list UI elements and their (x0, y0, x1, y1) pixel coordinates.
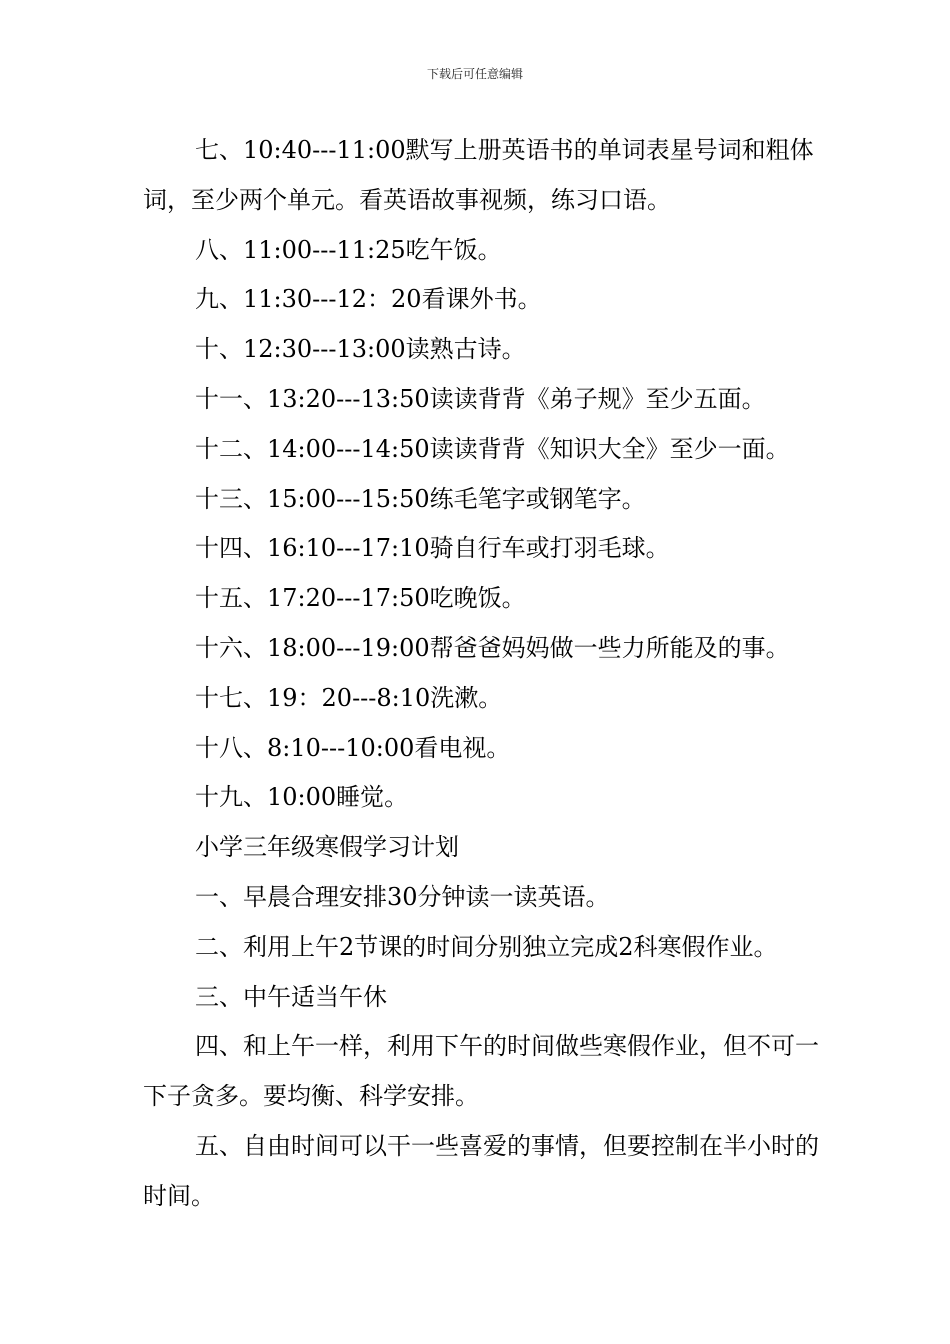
paragraph-item-17: 十七、19：20---8:10洗漱。 (195, 683, 503, 712)
paragraph-item-12: 十二、14:00---14:50读读背背《知识大全》至少一面。 (195, 434, 790, 463)
paragraph-item-15: 十五、17:20---17:50吃晚饭。 (195, 584, 526, 613)
page-header: 下载后可任意编辑 (426, 67, 523, 81)
paragraph-item-16: 十六、18:00---19:00帮爸爸妈妈做一些力所能及的事。 (195, 633, 790, 662)
paragraph-item-13: 十三、15:00---15:50练毛笔字或钢笔字。 (195, 484, 646, 513)
section-title: 小学三年级寒假学习计划 (195, 833, 459, 862)
paragraph-item-9: 九、11:30---12：20看课外书。 (195, 285, 542, 314)
plan-item-4: 四、和上午一样，利用下午的时间做些寒假作业，但不可一下子贪多。要均衡、科学安排。 (143, 1032, 819, 1111)
plan-item-3: 三、中午适当午休 (195, 982, 387, 1011)
paragraph-item-8: 八、11:00---11:25吃午饭。 (195, 235, 502, 264)
paragraph-item-14: 十四、16:10---17:10骑自行车或打羽毛球。 (195, 534, 670, 563)
paragraph-item-7: 七、10:40---11:00默写上册英语书的单词表星号词和粗体词，至少两个单元。看英语故事视频，练习口语。 (143, 136, 814, 214)
plan-item-1: 一、早晨合理安排30分钟读一读英语。 (195, 882, 610, 911)
document-body (143, 126, 823, 1222)
plan-item-2: 二、利用上午2节课的时间分别独立完成2科寒假作业。 (195, 932, 778, 961)
paragraph-item-11: 十一、13:20---13:50读读背背《弟子规》至少五面。 (195, 384, 766, 413)
paragraph-item-10: 十、12:30---13:00读熟古诗。 (195, 335, 526, 364)
paragraph-item-18: 十八、8:10---10:00看电视。 (195, 733, 511, 762)
paragraph-item-19: 十九、10:00睡觉。 (195, 783, 409, 812)
plan-item-5: 五、自由时间可以干一些喜爱的事情，但要控制在半小时的时间。 (143, 1131, 819, 1210)
